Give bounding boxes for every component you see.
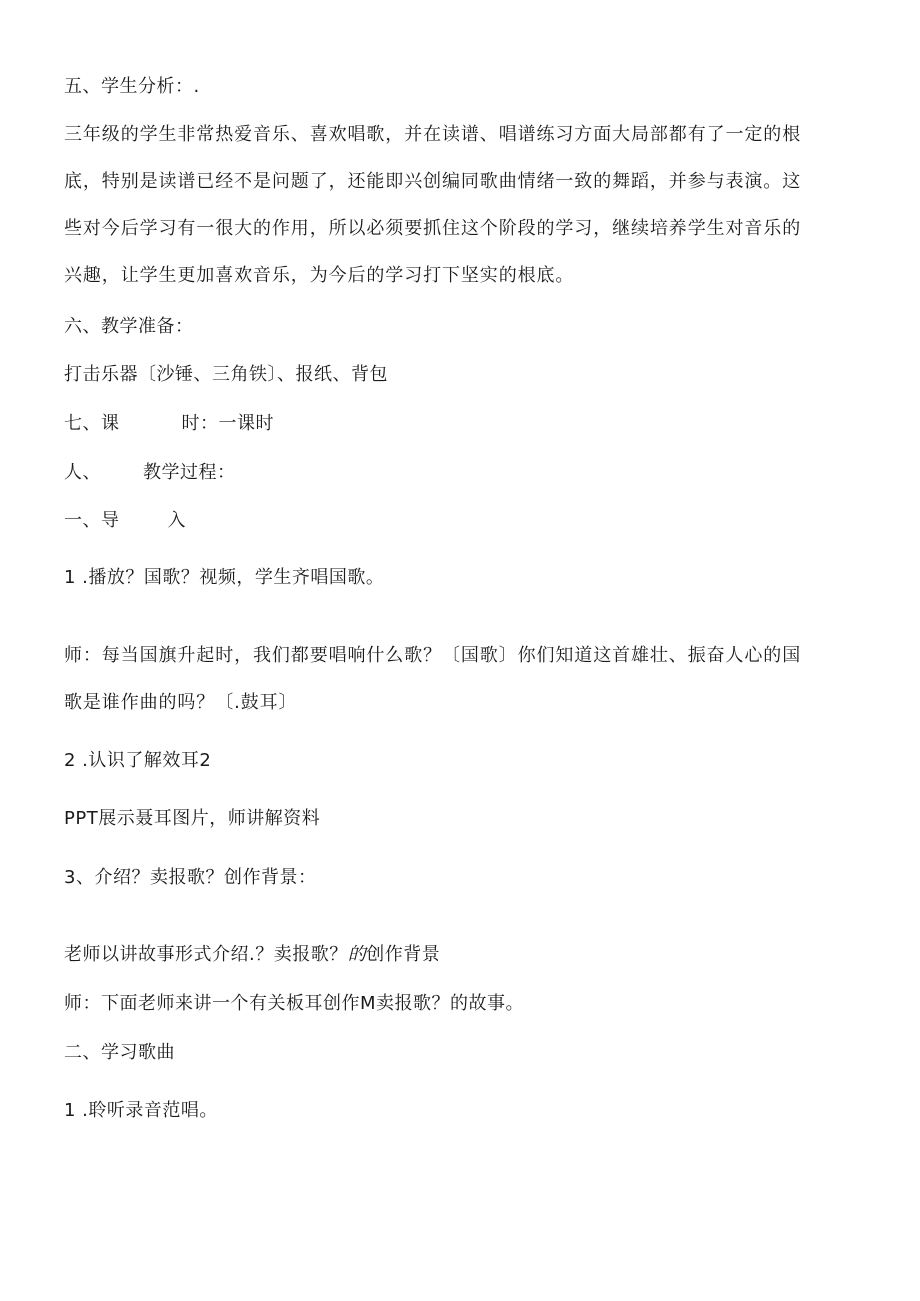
- student-analysis-paragraph: [64, 111, 854, 299]
- introduction-label: 入: [167, 510, 186, 531]
- story-intro-text: 老师以讲故事形式介绍.？卖报歌？: [64, 944, 348, 965]
- preparation-content: 打击乐器〔沙锤、三角铁〕、报纸、背包: [64, 364, 388, 385]
- teacher-question-paragraph: [64, 632, 854, 726]
- teacher-story-line: 师：下面老师来讲一个有关板耳创作M卖报歌？的故事。: [64, 993, 525, 1014]
- section-teaching-process: [64, 462, 864, 484]
- story-intro-end: 创作背景: [366, 944, 441, 965]
- section-heading-student-analysis: 五、学生分析：.: [64, 76, 200, 97]
- class-hours-value: 时：一课时: [181, 413, 274, 434]
- story-intro-italic: 的: [347, 944, 367, 965]
- paragraph-line: 底，特别是读谱已经不是问题了，还能即兴创编同歌曲情绪一致的舞蹈，并参与表演。这: [64, 171, 802, 192]
- step-listen-recording: 1 .聆听录音范唱。: [64, 1100, 218, 1121]
- part-heading-learn-song: 二、学习歌曲: [64, 1042, 175, 1063]
- section-class-hours: [64, 413, 864, 435]
- paragraph-line: 三年级的学生非常热爱音乐、喜欢唱歌，并在读谱、唱谱练习方面大局部都有了一定的根: [64, 124, 802, 145]
- step-play-anthem: 1 .播放？国歌？视频，学生齐唱国歌。: [64, 567, 385, 588]
- teaching-process-number: 人、: [64, 462, 101, 483]
- class-hours-label: 七、课: [64, 413, 120, 434]
- paragraph-line: 些对今后学习有一很大的作用，所以必须要抓住这个阶段的学习，继续培养学生对音乐的: [64, 218, 802, 239]
- teaching-process-heading: 教学过程：: [143, 462, 236, 483]
- paragraph-line: 兴趣，让学生更加喜欢音乐，为今后的学习打下坚实的根底。: [64, 265, 575, 286]
- story-intro-line: [64, 944, 864, 966]
- paragraph-line: 歌是谁作曲的吗？〔.鼓耳〕: [64, 692, 298, 713]
- ppt-display-note: PPT展示聂耳图片，师讲解资料: [64, 808, 321, 829]
- step-background-intro: 3、介绍？卖报歌？创作背景：: [64, 867, 317, 888]
- section-heading-preparation: 六、教学准备：: [64, 316, 194, 337]
- introduction-number: 一、导: [64, 510, 120, 531]
- part-heading-introduction: [64, 510, 864, 532]
- step-know-composer: 2 .认识了解效耳2: [64, 750, 212, 771]
- paragraph-line: 师：每当国旗升起时，我们都要唱响什么歌？〔国歌〕你们知道这首雄壮、振奋人心的国: [64, 645, 802, 666]
